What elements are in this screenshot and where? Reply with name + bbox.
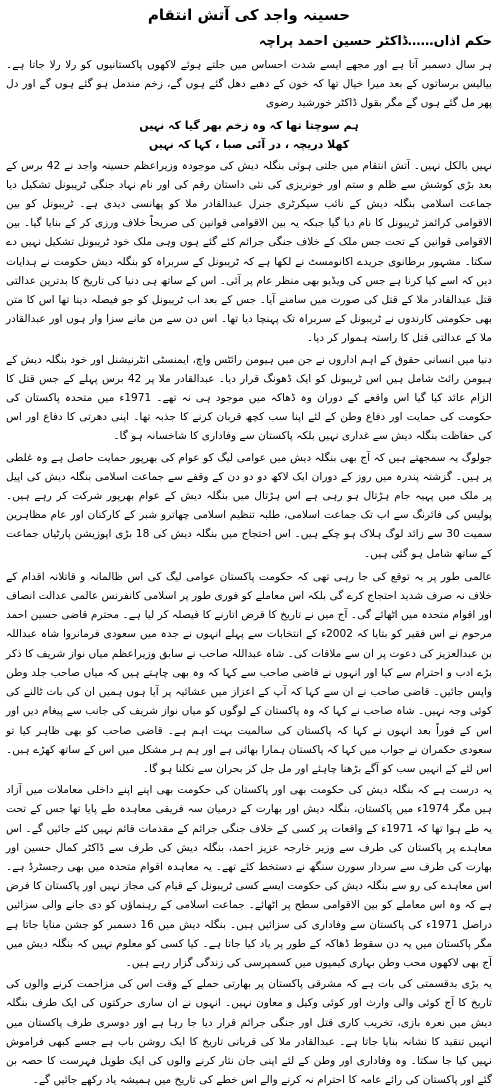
body-paragraph-5: یہ درست ہے کہ بنگلہ دیش کی حکومت بھی اور پاکستان کی حکومت بھی اپنے اپنے داخلی معاملات میں آزاد ہیں مگر 1974ء میں پاکستان، بنگلہ دیش اور بھارت کے درمیان سہ فریقی معاہدہ طے پایا تھا جس کے تحت یہ طے ہوا تھا کہ 1971ء کے واقعات پر کسی کے خلاف جنگی جرائم کے مقدمات قائم نہیں کئے جائیں گے۔ اس معاہدے پر پاکستان کی طرف سے وزیر خارجہ عزیز احمد، بنگلہ دیش کی طرف سے ڈاکٹر کمال حسین اور بھارت کی طرف سے سردار سورن سنگھ نے دستخط کئے تھے۔ یہ معاہدہ اقوام متحدہ میں بھی رجسٹرڈ ہے۔ اس معاہدے کی رو سے بنگلہ دیش کی حکومت ایسے کسی ٹریبونل کے قیام کی مجاز نہیں اور پاکستان کا فرض ہے کہ وہ اس معاملے کو بین الاقوامی سطح پر اٹھائے۔ جماعت اسلامی کے رہنماؤں کو دی جانے والی سزائیں دراصل 1971ء کی پاکستان سے وفاداری کی سزائیں ہیں۔ بنگلہ دیش میں 16 دسمبر کو جشن منایا جاتا ہے مگر پاکستان میں یہ دن سقوط ڈھاکہ کے طور پر یاد کیا جاتا ہے۔ کیا کسی کو معلوم نہیں کہ بنگلہ دیش میں آج بھی لاکھوں محب وطن بہاری کیمپوں میں کسمپرسی کی زندگی گزار رہے ہیں۔ xyxy=(6,784,492,969)
column-title: حسینہ واجد کی آتش انتقام xyxy=(147,6,351,24)
body-paragraph-2: دنیا میں انسانی حقوق کے اہم اداروں نے جن میں ہیومن رائٹس واچ، ایمنسٹی انٹرنیشنل اور خود بنگلہ دیش کے ہیومن رائٹ شامل ہیں اس ٹریبونل کو ایک ڈھونگ قرار دیا۔ عبدالقادر ملا پر 42 برس پہلے کے جس قتل کا الزام عائد کیا گیا اس واقعے کے دوران وہ ڈھاکہ میں موجود ہی نہ تھے۔ 1971ء میں متحدہ پاکستان کی حکومت کی حمایت اور دفاع وطن کے لئے اپنا سب کچھ قربان کرنے کا جذبہ تھا۔ اپنی دھرتی کا دفاع اور اس کی حفاظت بنگلہ دیش سے غداری نہیں بلکہ پاکستان سے وفاداری کا شاخسانہ ہو گا۔ xyxy=(6,353,492,443)
poetry-couplet xyxy=(6,116,492,154)
column-byline: حکم اذاں……ڈاکٹر حسین احمد پراچہ xyxy=(258,34,492,49)
body-paragraph-1: نہیں بالکل نہیں۔ آتش انتقام میں جلتی ہوئی بنگلہ دیش کی موجودہ وزیراعظم حسینہ واجد نے 42 برس کے بعد بڑی کوشش سے ظلم و ستم اور خونریزی کی نئی داستان رقم کی اور نام نہاد جنگی ٹریبونل تشکیل دیا جماعت اسلامی بنگلہ دیش کے نائب سیکرٹری جنرل عبدالقادر ملا کو پھانسی دیدی ہے۔ ٹریبونل کو بین الاقوامی کرائمز ٹریبونل کا نام دیا گیا جبکہ یہ بین الاقوامی قوانین کی صریحاً خلاف ورزی کر کے بنایا گیا۔ بین الاقوامی قوانین کے تحت جس ملک کے خلاف جنگی جرائم کئے گئے ہوں وہی ملک خود ٹریبونل تشکیل نہیں دے سکتا۔ مشہور برطانوی جریدے اکانومسٹ نے لکھا ہے کہ ٹریبونل کے سربراہ کو بنگلہ دیش حکومت نے ہدایات دیں کہ اسے کیا کرنا ہے جس کی ویڈیو بھی منظر عام پر آئی۔ اس کے ساتھ ہی دنیا کی تاریخ کا بدترین عدالتی قتل عبدالقادر ملا کے قتل کی صورت میں سامنے آیا۔ جس کے بعد اب ٹریبونل کو جو فیصلہ دینا تھا اس کا متن بھی حکومتی کارندوں نے ٹریبونل کے سربراہ تک پہنچا دیا تھا۔ اس دن سے من مانے سزا وار ہوں اور عبدالقادر ملا کے عدالتی قتل کا راستہ ہموار کر دیا۔ xyxy=(6,159,493,345)
verse-line-1: ہم سوچتا تھا کہ وہ زخم بھر گیا کہ نہیں xyxy=(139,118,359,132)
body-paragraph-4: عالمی طور پر یہ توقع کی جا رہی تھی کہ حکومت پاکستان عوامی لیگ کی اس ظالمانہ و قاتلانہ اقدام کے خلاف نہ صرف شدید احتجاج کرے گی بلکہ اس معاملے کو فوری طور پر اسلامی کانفرنس عالمی عدالت انصاف اور اقوام متحدہ میں اٹھائے گی۔ آج میں نے تاریخ کا قرض اتارنے کا فیصلہ کر لیا ہے۔ محترم قاضی حسین احمد مرحوم نے اس فقیر کو بتایا کہ 2002ء کے انتخابات سے پہلے انہوں نے جدہ میں سعودی فرمانروا شاہ عبداللہ بن عبدالعزیز کی دعوت پر ان سے ملاقات کی۔ شاہ عبداللہ صاحب نے سابق وزیراعظم میاں نواز شریف کا ذکر بڑے ادب و احترام سے کیا اور انہوں نے قاضی صاحب سے کہا کہ وہ بھی چاہتے ہیں کہ میاں صاحب جلد وطن واپس جائیں۔ قاضی صاحب نے ان سے کہا کہ آپ کے اعزاز میں عشائیہ پر آیا ہوں ہمیں ان کی بات ٹالنے کی کوئی وجہ نہیں۔ شاہ صاحب نے کہا کہ وہ پاکستان کے لوگوں کو میاں نواز شریف کی جانب سے پیغام دیں اور اس کے فوراً بعد انہوں نے کہا کہ پاکستان کی سالمیت بہت اہم ہے۔ قاضی صاحب کو بھی ظاہر کیا تو سعودی حکمران نے جواب میں کہا کہ پاکستان ہمارا بھائی ہے اور ہم ہر مشکل میں اس کے ساتھ کھڑے ہیں۔ اس لئے کے انہیں سب کو آگے بڑھنا چاہئے اور مل جل کر بحران سے نکلنا ہو گا۔ xyxy=(5,570,493,775)
body-paragraph-6: یہ بڑی بدقسمتی کی بات ہے کہ مشرقی پاکستان پر بھارتی حملے کے وقت اس کی مزاحمت کرنے والوں کی تاریخ کا آج کوئی والی وارث اور کوئی وکیل و معاون نہیں۔ انہوں نے ان ساری حرکتوں کی ایک طرف بنگلہ دیش میں نعرہ بازی، تخریب کاری قتل اور جنگی جرائم قرار دیا جا رہا ہے اور دوسری طرف پاکستان میں انہیں تنقید کا نشانہ بنایا جاتا ہے۔ عبدالقادر ملا کی قربانی تاریخ کا ایک روشن باب ہے جسے کبھی فراموش نہیں کیا جا سکتا۔ وہ وفاداری اور وطن کے لئے اپنی جان نثار کرنے والوں کی ایک طویل فہرست کا حصہ بن گئے اور پاکستان کی رائے عامہ کا احترام نہ کرنے والے اس خطے کی تاریخ میں ہمیشہ یاد رکھے جائیں گے۔ xyxy=(6,978,492,1087)
intro-paragraph: ہر سال دسمبر آتا ہے اور مجھے ایسے شدت احساس میں جلتے ہوئے لاکھوں پاکستانیوں کو رلا رلا جاتا ہے۔ بیالیس برساتوں کے بعد میرا خیال تھا کہ خون کے دھبے دھل گئے ہوں گے، زخم مندمل ہو گئے ہوں گے اور دل پھر مل گئے ہوں گے مگر بقول ڈاکٹر خورشید رضوی xyxy=(6,59,492,110)
verse-line-2: کھلا دریچہ ، در آئی صبا ، کہا کہ نہیں xyxy=(148,137,350,151)
body-paragraph-3: جولوگ یہ سمجھتے ہیں کہ آج بھی بنگلہ دیش میں عوامی لیگ کو عوام کی بھرپور حمایت حاصل ہے وہ غلطی پر ہیں۔ گزشتہ پندرہ میں روز کے دوران ایک لاکھ دو دو دن کے وقفے سے جماعت اسلامی بنگلہ دیش کی اپیل پر ملک میں پہیہ جام ہڑتال ہو رہی ہے اس ہڑتال میں بنگلہ دیش کے عوام بھرپور شرکت کر رہے ہیں۔ پولیس کی فائرنگ سے اب تک جماعت اسلامی، طلبہ تنظیم اسلامی چھاترو شبر کے کارکنان اور عام مظاہرین سمیت 30 سے زائد لوگ ہلاک ہو چکے ہیں۔ اس احتجاج میں بنگلہ دیش کی 18 بڑی اپوزیشن پارٹیاں جماعت کے ساتھ شامل ہو گئی ہیں۔ xyxy=(6,451,493,560)
